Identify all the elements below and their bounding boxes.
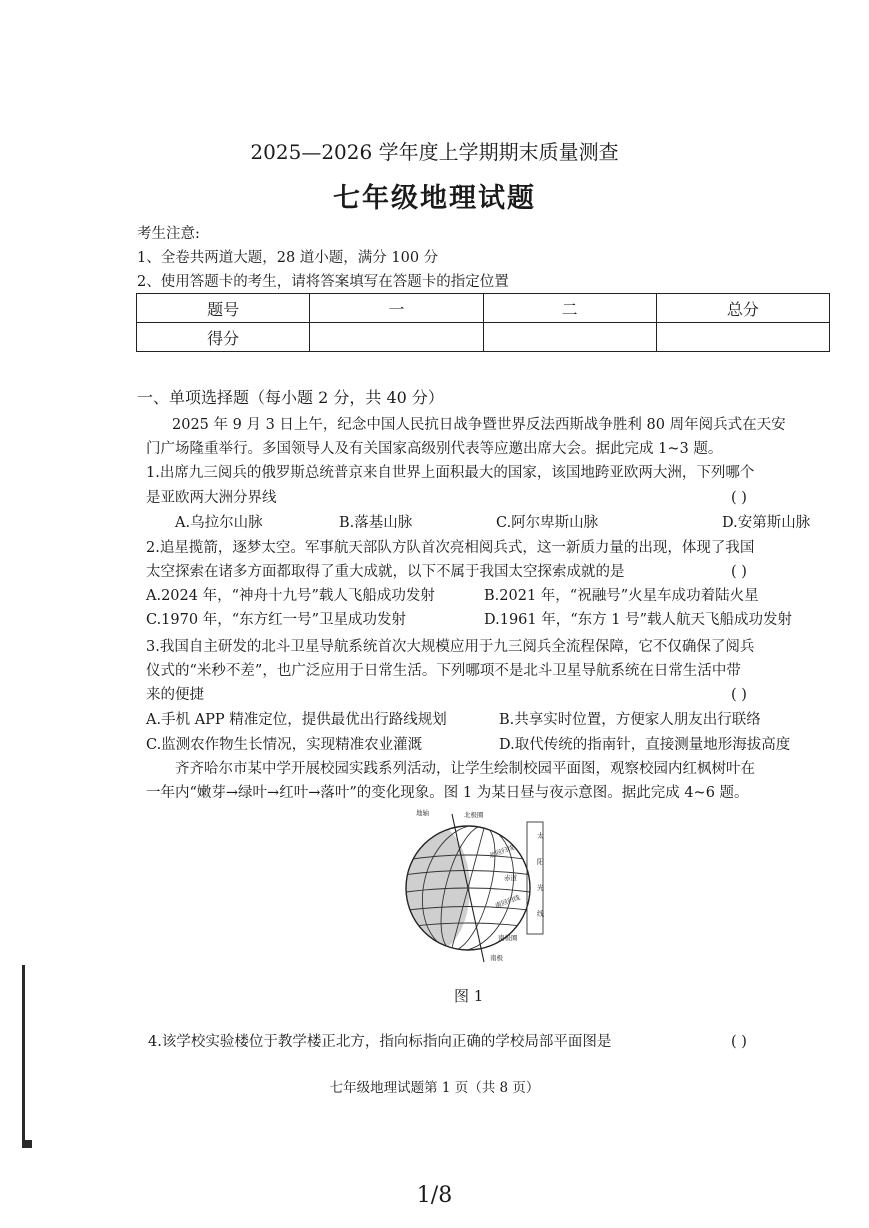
pole-label: 南极 (490, 954, 503, 962)
option-b[interactable]: B.共享实时位置，方便家人朋友出行联络 (499, 712, 761, 728)
option-a[interactable]: A.2024 年，“神舟十九号”载人飞船成功发射 (146, 588, 435, 604)
option-c[interactable]: C.阿尔卑斯山脉 (496, 515, 599, 531)
page-footer: 七年级地理试题第 1 页（共 8 页） (329, 1080, 540, 1096)
south-circle-label: 南极圈 (498, 934, 518, 942)
passage-line: 2025 年 9 月 3 日上午，纪念中国人民抗日战争暨世界反法西斯战争胜利 80 周年阅兵式在天安 (172, 417, 786, 433)
answer-blank[interactable]: ( ) (731, 1034, 747, 1050)
score-cell[interactable] (656, 323, 829, 352)
answer-blank[interactable]: ( ) (731, 490, 747, 506)
equator-label: 赤道 (504, 874, 517, 882)
question-stem: 太空探索在诸多方面都取得了重大成就，以下不属于我国太空探索成就的是 (146, 564, 625, 580)
notice-line: 1、全卷共两道大题，28 道小题，满分 100 分 (137, 250, 439, 266)
tropic-capricorn-label: 南回归线 (493, 893, 522, 910)
question-stem: 来的便捷 (146, 687, 204, 703)
section-heading: 一、单项选择题（每小题 2 分，共 40 分） (137, 388, 444, 407)
exam-subtitle: 七年级地理试题 (333, 183, 536, 214)
axis-label: 地轴 (416, 809, 429, 817)
answer-blank[interactable]: ( ) (731, 687, 747, 703)
passage-line: 齐齐哈尔市某中学开展校园实践系列活动，让学生绘制校园平面图，观察校园内红枫树叶在 (175, 761, 755, 777)
question-stem: 2.追星揽箭，逐梦太空。军事航天部队方队首次亮相阅兵式，这一新质力量的出现，体现了我国 (146, 540, 755, 556)
option-b[interactable]: B.2021 年，“祝融号”火星车成功着陆火星 (484, 588, 759, 604)
sunlight-label: 线 (537, 910, 544, 918)
score-table-row (137, 323, 830, 352)
notice-heading: 考生注意: (137, 226, 200, 242)
scan-edge-mark (22, 965, 25, 1140)
sunlight-label: 阳 (537, 858, 544, 866)
option-c[interactable]: C.1970 年，“东方红一号”卫星成功发射 (146, 612, 407, 628)
page-number: 1/8 (416, 1183, 453, 1208)
option-b[interactable]: B.落基山脉 (339, 515, 413, 531)
passage-line: 一年内“嫩芽→绿叶→红叶→落叶”的变化现象。图 1 为某日昼与夜示意图。据此完成 4~6 题。 (146, 785, 749, 801)
figure-caption: 图 1 (454, 987, 484, 1005)
question-stem: 仪式的“米秒不差”，也广泛应用于日常生活。下列哪项不是北斗卫星导航系统在日常生活中带 (146, 663, 741, 679)
notice-line: 2、使用答题卡的考生，请将答案填写在答题卡的指定位置 (137, 274, 509, 290)
option-a[interactable]: A.乌拉尔山脉 (175, 515, 263, 531)
north-circle-label: 北极圈 (464, 811, 484, 819)
tropic-cancer-label: 北回归线 (487, 843, 516, 860)
answer-blank[interactable]: ( ) (731, 564, 747, 580)
score-cell: 二 (483, 294, 656, 323)
score-cell: 总分 (656, 294, 829, 323)
score-cell: 得分 (137, 323, 310, 352)
day-night-globe-figure (386, 800, 561, 970)
scan-edge-mark (22, 1140, 32, 1148)
score-cell: 一 (310, 294, 483, 323)
option-d[interactable]: D.1961 年，“东方 1 号”载人航天飞船成功发射 (484, 612, 792, 628)
question-stem: 4.该学校实验楼位于教学楼正北方，指向标指向正确的学校局部平面图是 (148, 1034, 612, 1050)
sunlight-label: 光 (537, 884, 544, 892)
question-stem: 3.我国自主研发的北斗卫星导航系统首次大规模应用于九三阅兵全流程保障，它不仅确保了阅兵 (146, 639, 755, 655)
passage-line: 门广场隆重举行。多国领导人及有关国家高级别代表等应邀出席大会。据此完成 1~3 题。 (146, 441, 723, 457)
score-cell: 题号 (137, 294, 310, 323)
option-d[interactable]: D.安第斯山脉 (722, 515, 811, 531)
sunlight-label: 太 (537, 832, 544, 840)
option-a[interactable]: A.手机 APP 精准定位，提供最优出行路线规划 (146, 712, 447, 728)
option-c[interactable]: C.监测农作物生长情况，实现精准农业灌溉 (146, 737, 423, 753)
score-table-row (137, 294, 830, 323)
question-stem: 是亚欧两大洲分界线 (146, 490, 277, 506)
score-cell[interactable] (483, 323, 656, 352)
question-stem: 1.出席九三阅兵的俄罗斯总统普京来自世界上面积最大的国家，该国地跨亚欧两大洲，下列哪个 (146, 465, 755, 481)
option-d[interactable]: D.取代传统的指南针，直接测量地形海拔高度 (499, 737, 791, 753)
exam-title: 2025—2026 学年度上学期期末质量测查 (250, 140, 619, 164)
score-cell[interactable] (310, 323, 483, 352)
score-table (136, 293, 830, 352)
